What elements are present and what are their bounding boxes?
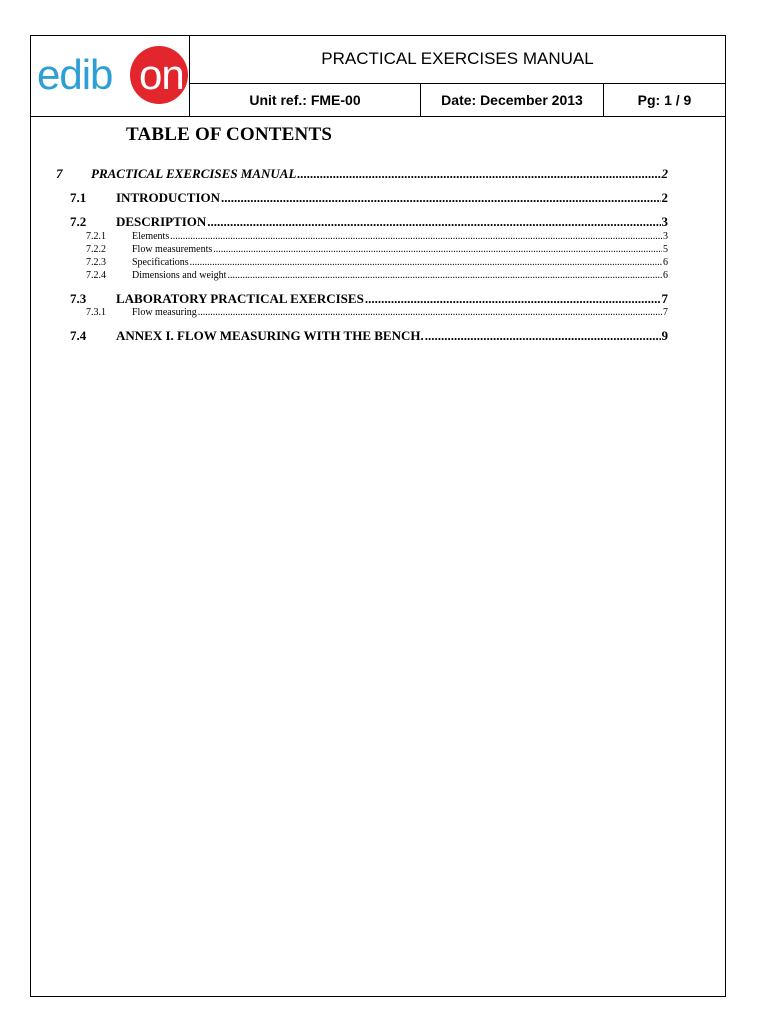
toc-entry-title: LABORATORY PRACTICAL EXERCISES: [116, 291, 364, 306]
toc-entry-number: 7.2.1: [86, 231, 106, 242]
toc-leader-dots: [425, 328, 661, 344]
header-meta-row: [190, 84, 725, 116]
toc-leader-dots: [207, 214, 660, 230]
toc-leader-dots: [190, 257, 662, 268]
toc-entry-page: 7: [663, 307, 668, 318]
unit-ref: Unit ref.: FME-00: [249, 92, 361, 108]
toc-entry-title: PRACTICAL EXERCISES MANUAL: [91, 166, 297, 181]
header-divider: [31, 116, 725, 117]
toc-entry[interactable]: [50, 270, 668, 281]
toc-entry-number: 7: [56, 166, 63, 181]
toc-entry-page: 3: [663, 231, 668, 242]
toc-entry-title: INTRODUCTION: [116, 190, 221, 205]
toc-entry-page: 3: [661, 214, 668, 229]
toc-entry[interactable]: [50, 244, 668, 255]
toc-entry-title: Flow measuring: [132, 307, 197, 318]
toc-entry-number: 7.2.2: [86, 244, 106, 255]
toc-entry-number: 7.3: [70, 291, 87, 306]
toc-entry[interactable]: [50, 214, 668, 230]
toc-entry[interactable]: [50, 231, 668, 242]
toc-entry-title: DESCRIPTION: [116, 214, 207, 229]
edibon-logo: [37, 46, 187, 106]
toc-entry-number: 7.3.1: [86, 307, 106, 318]
toc-entry[interactable]: [50, 190, 668, 206]
toc-entry[interactable]: [50, 307, 668, 318]
toc-entry-number: 7.4: [70, 328, 87, 343]
logo-on-text: on: [139, 51, 184, 98]
toc-leader-dots: [227, 270, 662, 281]
toc-leader-dots: [170, 231, 662, 242]
toc-entry-page: 5: [663, 244, 668, 255]
toc-entry-number: 7.2.4: [86, 270, 106, 281]
toc-leader-dots: [297, 166, 660, 182]
toc-entry-title: Flow measurements: [132, 244, 213, 255]
document-header: [31, 36, 725, 116]
header-title: PRACTICAL EXERCISES MANUAL: [321, 49, 594, 68]
toc-leader-dots: [365, 291, 661, 307]
toc-entry[interactable]: [50, 166, 668, 182]
toc-entry-number: 7.2.3: [86, 257, 106, 268]
toc-entry-title: Elements: [132, 231, 170, 242]
toc-entry-page: 9: [661, 328, 668, 343]
toc-entry[interactable]: [50, 291, 668, 307]
document-date: Date: December 2013: [441, 92, 583, 108]
toc-title: TABLE OF CONTENTS: [126, 124, 333, 145]
toc-entry-number: 7.2: [70, 214, 87, 229]
toc-leader-dots: [221, 190, 660, 206]
toc-entry-title: Specifications: [132, 257, 189, 268]
toc-entry-page: 2: [661, 166, 668, 181]
toc-entry-page: 6: [663, 270, 668, 281]
logo-text: edib: [37, 51, 113, 98]
toc-entry-number: 7.1: [70, 190, 87, 205]
page-number: Pg: 1 / 9: [637, 92, 692, 108]
toc-entry-page: 6: [663, 257, 668, 268]
toc-entry[interactable]: [50, 328, 668, 344]
toc-entry-title: Dimensions and weight: [132, 270, 227, 281]
toc-leader-dots: [213, 244, 662, 255]
toc-entry[interactable]: [50, 257, 668, 268]
toc-entry-title: ANNEX I. FLOW MEASURING WITH THE BENCH.: [116, 328, 424, 343]
toc-entry-page: 2: [661, 190, 668, 205]
toc-leader-dots: [198, 307, 662, 318]
toc-entry-page: 7: [661, 291, 668, 306]
logo-cell: [31, 36, 189, 116]
